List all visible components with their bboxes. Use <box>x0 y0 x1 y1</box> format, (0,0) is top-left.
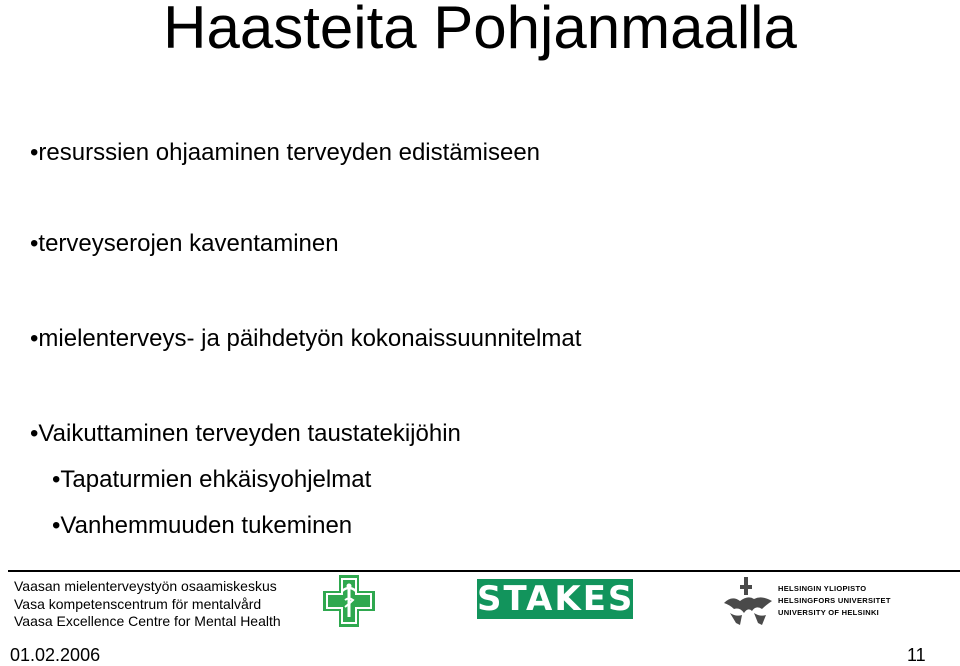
helsinki-university-logo-icon <box>718 575 778 629</box>
footer-divider <box>8 570 960 572</box>
slide-number: 11 <box>907 645 926 665</box>
slide-date: 01.02.2006 <box>10 645 101 665</box>
bullet-text: Vaikuttaminen terveyden taustatekijöhin <box>38 420 461 447</box>
bullet-dot: • <box>52 466 61 493</box>
helsinki-name-en: UNIVERSITY OF HELSINKI <box>778 608 880 617</box>
org-name-sv: Vasa kompetenscentrum för mentalvård <box>14 596 262 612</box>
sub-bullet-text: Tapaturmien ehkäisyohjelmat <box>60 466 372 493</box>
stakes-logo-text: STAKES <box>477 579 635 619</box>
bullet-text: mielenterveys- ja päihdetyön kokonaissuunnitelmat <box>38 325 582 352</box>
bullet-item <box>30 139 540 167</box>
bullet-dot: • <box>52 512 61 539</box>
sub-bullet-item <box>52 466 371 494</box>
bullet-dot: • <box>30 230 39 257</box>
org-name-en: Vaasa Excellence Centre for Mental Health <box>14 613 281 629</box>
bullet-item <box>30 230 339 258</box>
bullet-text: resurssien ohjaaminen terveyden edistämiseen <box>38 139 541 166</box>
green-cross-logo-icon <box>321 573 377 629</box>
helsinki-university-names <box>778 583 898 619</box>
bullet-dot: • <box>30 420 39 447</box>
bullet-item <box>30 420 461 448</box>
bullet-item <box>30 325 581 353</box>
bullet-text: terveyserojen kaventaminen <box>38 230 339 257</box>
sub-bullet-item <box>52 512 352 540</box>
org-name-fi: Vaasan mielenterveystyön osaamiskeskus <box>14 578 277 594</box>
stakes-logo-icon <box>477 579 633 619</box>
helsinki-name-fi: HELSINGIN YLIOPISTO <box>778 584 867 593</box>
sub-bullet-text: Vanhemmuuden tukeminen <box>60 512 353 539</box>
bullet-dot: • <box>30 139 39 166</box>
slide-title: Haasteita Pohjanmaalla <box>163 0 797 61</box>
bullet-dot: • <box>30 325 39 352</box>
helsinki-name-sv: HELSINGFORS UNIVERSITET <box>778 596 891 605</box>
